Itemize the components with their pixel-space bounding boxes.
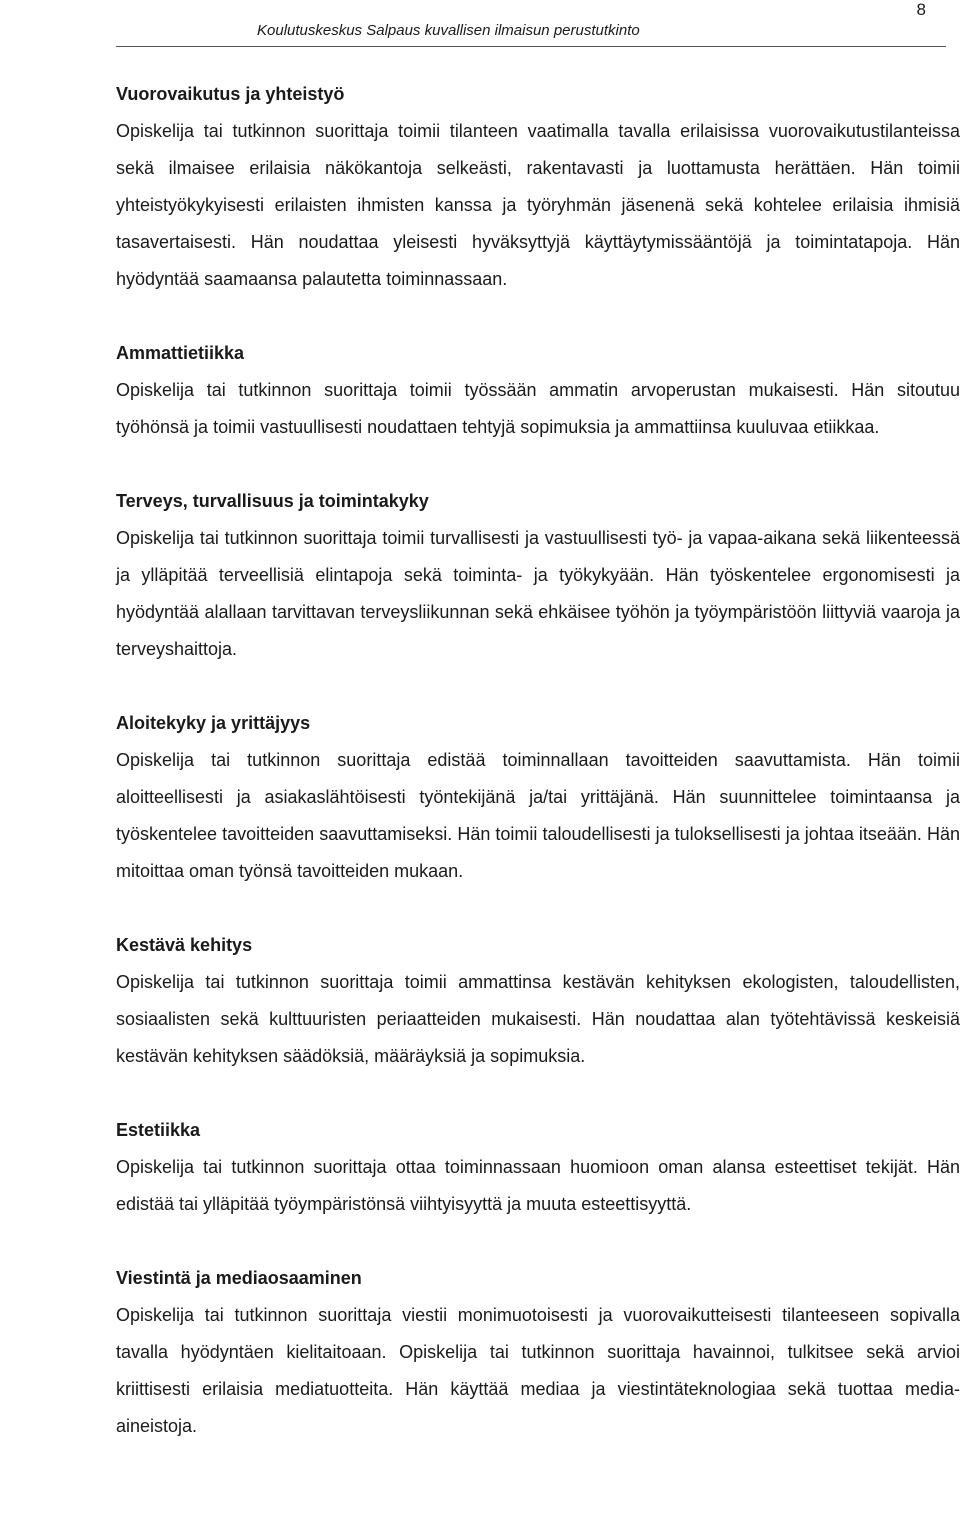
section-viestinta	[116, 1260, 960, 1445]
section-title: Ammattietiikka	[116, 343, 245, 363]
section-paragraph: Opiskelija tai tutkinnon suorittaja toimii työssään ammatin arvoperustan mukaisesti. Hän sitoutuu työhönsä ja toimii vastuullisesti noudattaen tehtyjä sopimuksia ja ammattiinsa kuuluvaa etiikkaa.	[116, 380, 960, 437]
section-terveys	[116, 483, 960, 668]
header-rule	[116, 46, 946, 47]
section-title: Aloitekyky ja yrittäjyys	[116, 713, 311, 733]
section-ammattietiikka	[116, 335, 960, 446]
section-vuorovaikutus	[116, 76, 960, 298]
section-aloitekyky	[116, 705, 960, 890]
section-paragraph: Opiskelija tai tutkinnon suorittaja toimii tilanteen vaatimalla tavalla erilaisissa vuorovaikutustilanteissa sekä ilmaisee erilaisia näkökantoja selkeästi, rakentavasti ja luottamusta herättäen. Hän toimii yhteistyökykyisesti erilaisten ihmisten kanssa ja työryhmän jäsenenä sekä kohtelee erilaisia ihmisiä tasavertaisesti. Hän noudattaa yleisesti hyväksyttyjä käyttäytymissääntöjä ja toimintatapoja. Hän hyödyntää saamaansa palautetta toiminnassaan.	[116, 121, 960, 289]
section-paragraph: Opiskelija tai tutkinnon suorittaja edistää toiminnallaan tavoitteiden saavuttamista. Hän toimii aloitteellisesti ja asiakaslähtöisesti työntekijänä ja/tai yrittäjänä. Hän suunnittelee toimintaansa ja työskentelee tavoitteiden saavuttamiseksi. Hän toimii taloudellisesti ja tuloksellisesti ja johtaa itseään. Hän mitoittaa oman työnsä tavoitteiden mukaan.	[116, 750, 960, 881]
section-title: Terveys, turvallisuus ja toimintakyky	[116, 491, 429, 511]
section-paragraph: Opiskelija tai tutkinnon suorittaja ottaa toiminnassaan huomioon oman alansa esteettiset tekijät. Hän edistää tai ylläpitää työympäristönsä viihtyisyyttä ja muuta esteettisyyttä.	[116, 1157, 960, 1214]
section-kestava-kehitys	[116, 927, 960, 1075]
section-title: Viestintä ja mediaosaaminen	[116, 1268, 362, 1288]
section-estetiikka	[116, 1112, 960, 1223]
document-body	[116, 76, 960, 1445]
section-paragraph: Opiskelija tai tutkinnon suorittaja toimii ammattinsa kestävän kehityksen ekologisten, taloudellisten, sosiaalisten sekä kulttuuristen periaatteiden mukaisesti. Hän noudattaa alan työtehtävissä keskeisiä kestävän kehityksen säädöksiä, määräyksiä ja sopimuksia.	[116, 972, 960, 1066]
page-number: 8	[916, 0, 926, 19]
running-header: Koulutuskeskus Salpaus kuvallisen ilmaisun perustutkinto	[257, 22, 640, 39]
section-title: Kestävä kehitys	[116, 935, 253, 955]
section-paragraph: Opiskelija tai tutkinnon suorittaja toimii turvallisesti ja vastuullisesti työ- ja vapaa-aikana sekä liikenteessä ja ylläpitää terveellisiä elintapoja sekä toiminta- ja työkykyään. Hän työskentelee ergonomisesti ja hyödyntää alallaan tarvittavan terveysliikunnan sekä ehkäisee työhön ja työympäristöön liittyviä vaaroja ja terveyshaittoja.	[116, 528, 960, 659]
section-paragraph: Opiskelija tai tutkinnon suorittaja viestii monimuotoisesti ja vuorovaikutteisesti tilanteeseen sopivalla tavalla hyödyntäen kielitaitoaan. Opiskelija tai tutkinnon suorittaja havainnoi, tulkitsee sekä arvioi kriittisesti erilaisia mediatuotteita. Hän käyttää mediaa ja viestintäteknologiaa sekä tuottaa media-aineistoja.	[116, 1305, 960, 1436]
section-title: Vuorovaikutus ja yhteistyö	[116, 84, 345, 104]
section-title: Estetiikka	[116, 1120, 201, 1140]
